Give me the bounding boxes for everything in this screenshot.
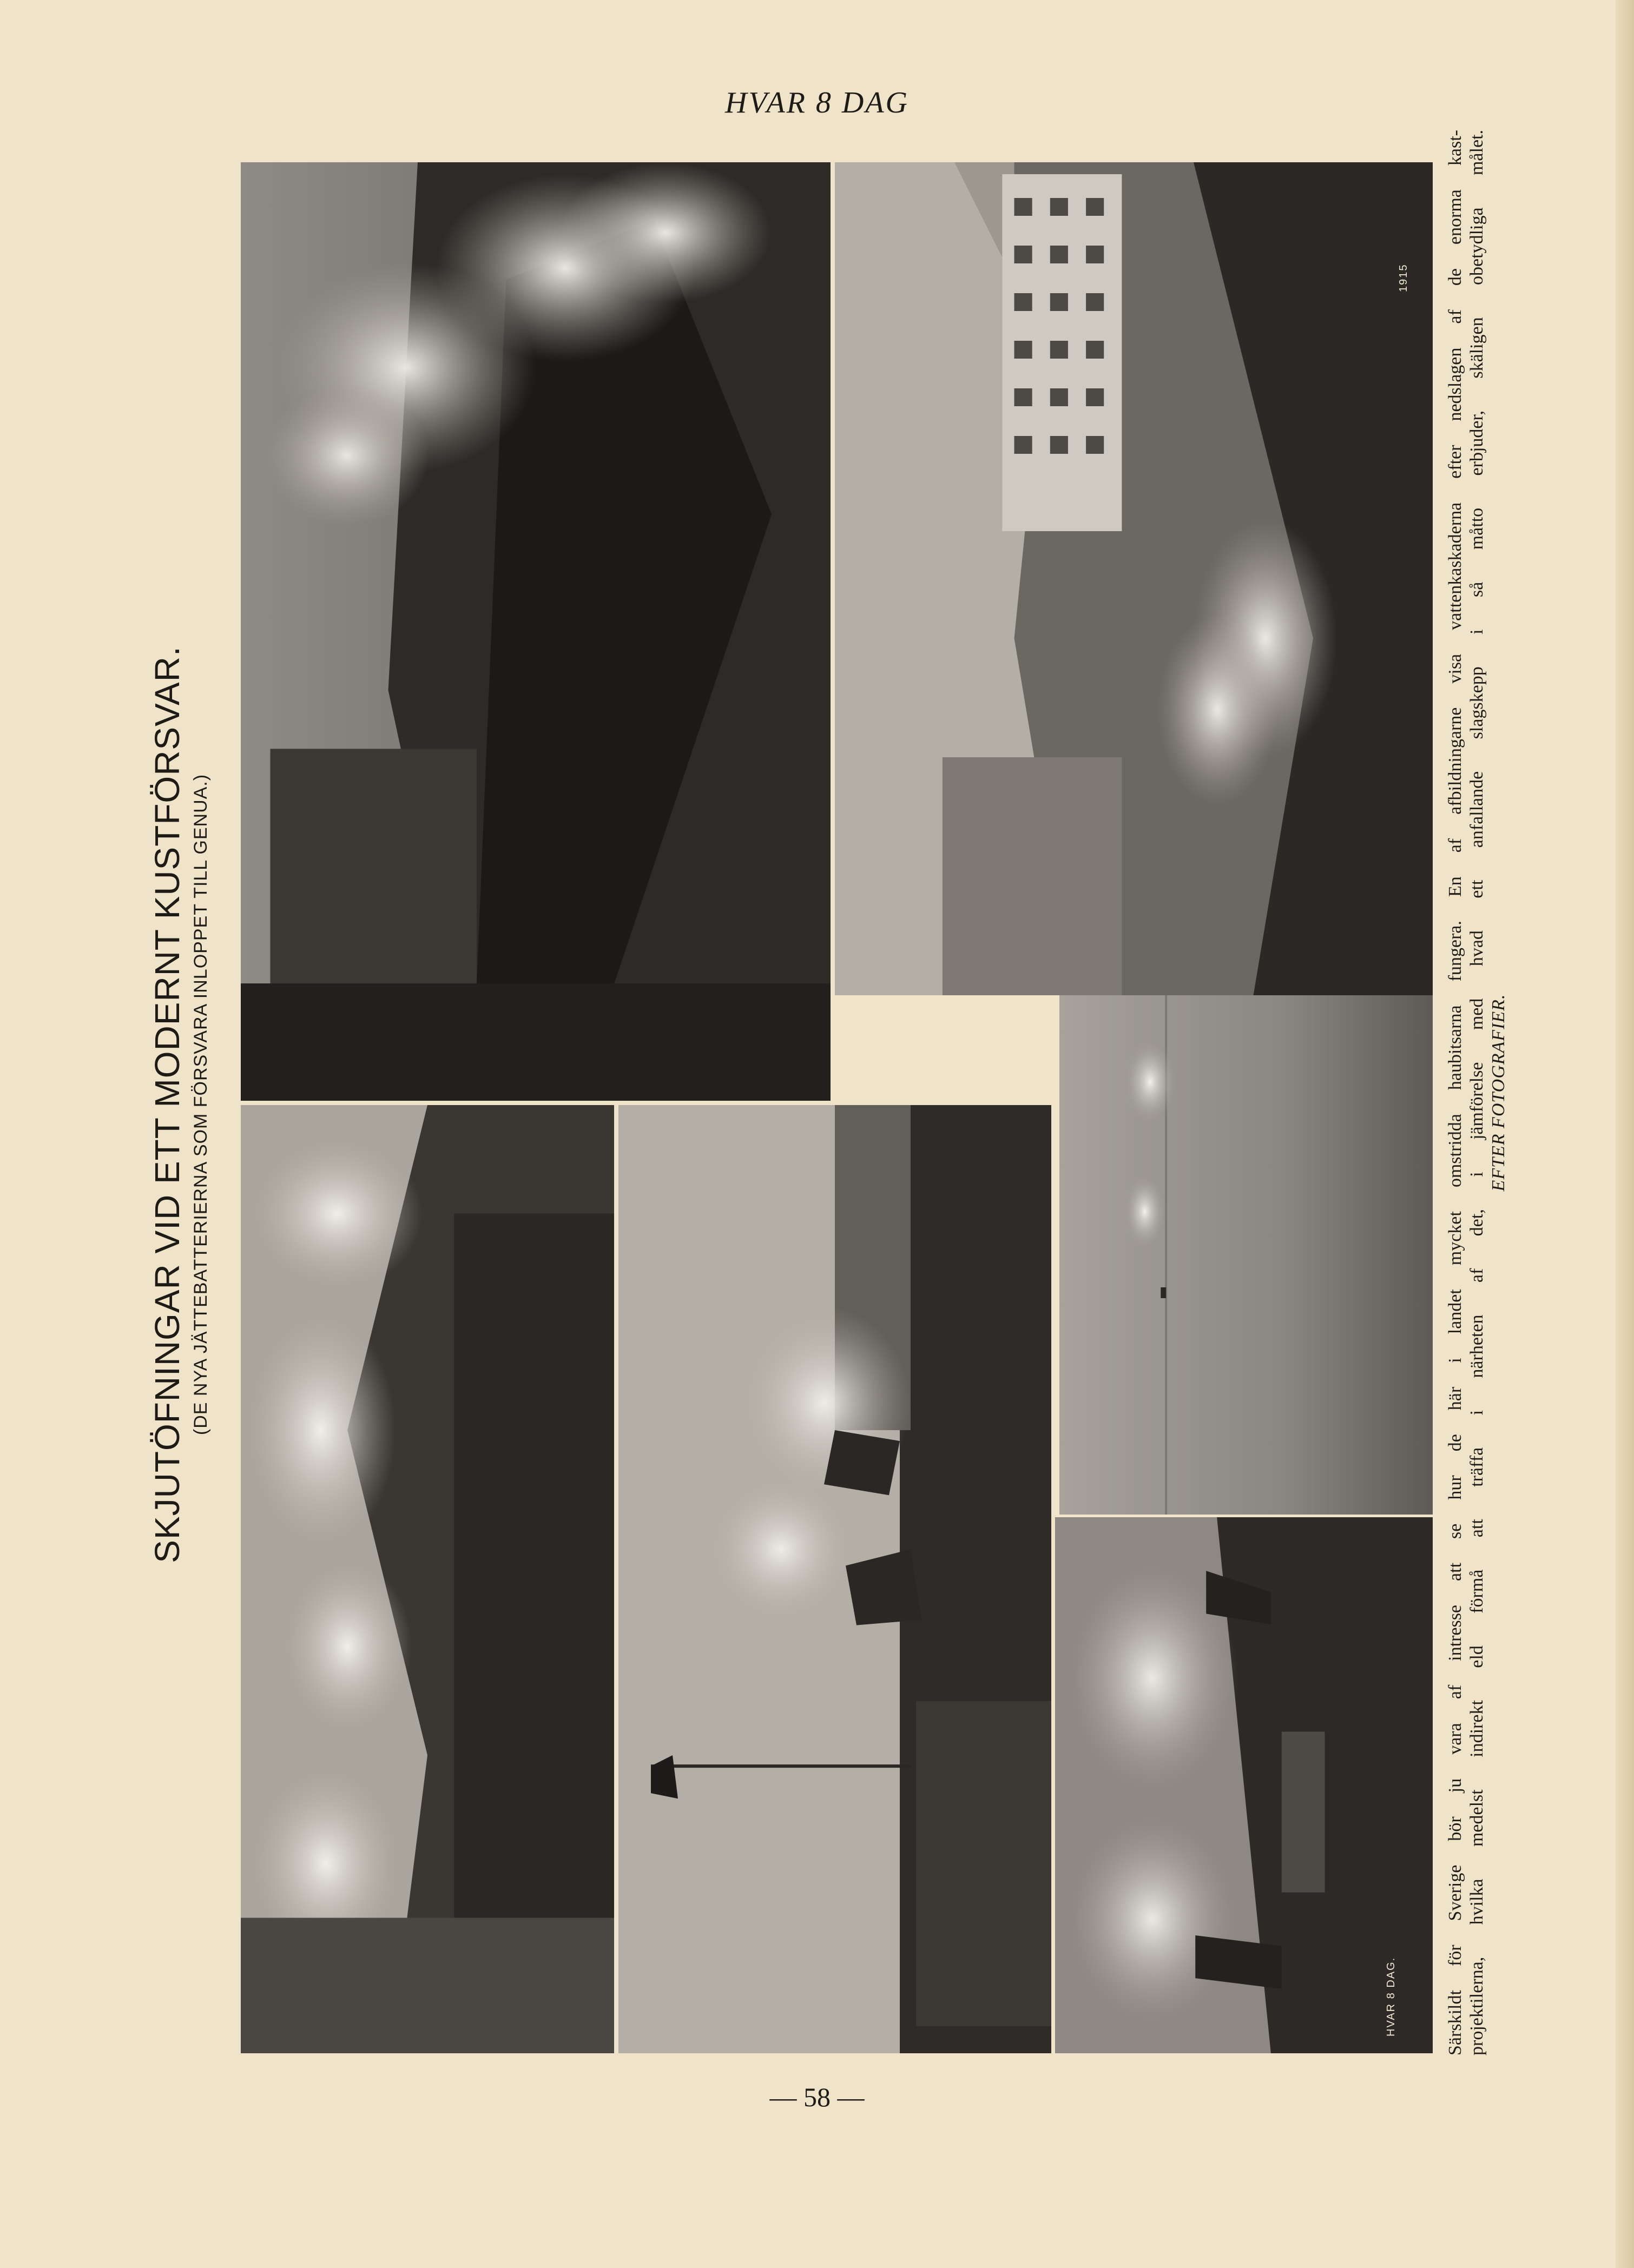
photo-corner-mark: 1915 — [1398, 263, 1409, 292]
photo-harbour-town — [835, 162, 1433, 995]
running-header: HVAR 8 DAG — [725, 86, 909, 120]
page-number: — 58 — — [769, 2082, 865, 2112]
photo-caption — [1445, 130, 1526, 2055]
article-title: SKJUTÖFNINGAR VID ETT MODERNT KUSTFÖRSVAR. — [148, 646, 187, 1563]
photo-guns-firing — [241, 1105, 614, 2053]
photo-gun-emplacement-flag — [618, 1105, 1051, 2053]
caption-line: projektilerna, hvilka medelst indirekt eld förmå att träffa i närheten af det, i jämförelse med hvad ett anfallande slagskepp i så måtto erbjuder, skäligen obetydliga målet. — [1467, 130, 1487, 2055]
article-title-block — [146, 591, 227, 1618]
photo-credit-mark: HVAR 8 DAG. — [1385, 1956, 1397, 2036]
photo-credit: EFTER FOTOGRAFIER. — [1488, 994, 1508, 1192]
photo-smoke-battery — [241, 162, 831, 1101]
article-subtitle: (DE NYA JÄTTEBATTERIERNA SOM FÖRSVARA INLOPPET TILL GENUA.) — [190, 773, 211, 1436]
photo-water-splashes — [1059, 995, 1433, 1515]
caption-line: Särskildt för Sverige bör ju vara af intresse att se hur de här i landet mycket omstridda haubitsarna fungera. En af afbildningarne visa vattenkaskaderna efter nedslagen af de enorma kast- — [1445, 130, 1465, 2055]
page-edge — [1616, 0, 1634, 2268]
photo-heavy-guns — [1055, 1517, 1433, 2053]
